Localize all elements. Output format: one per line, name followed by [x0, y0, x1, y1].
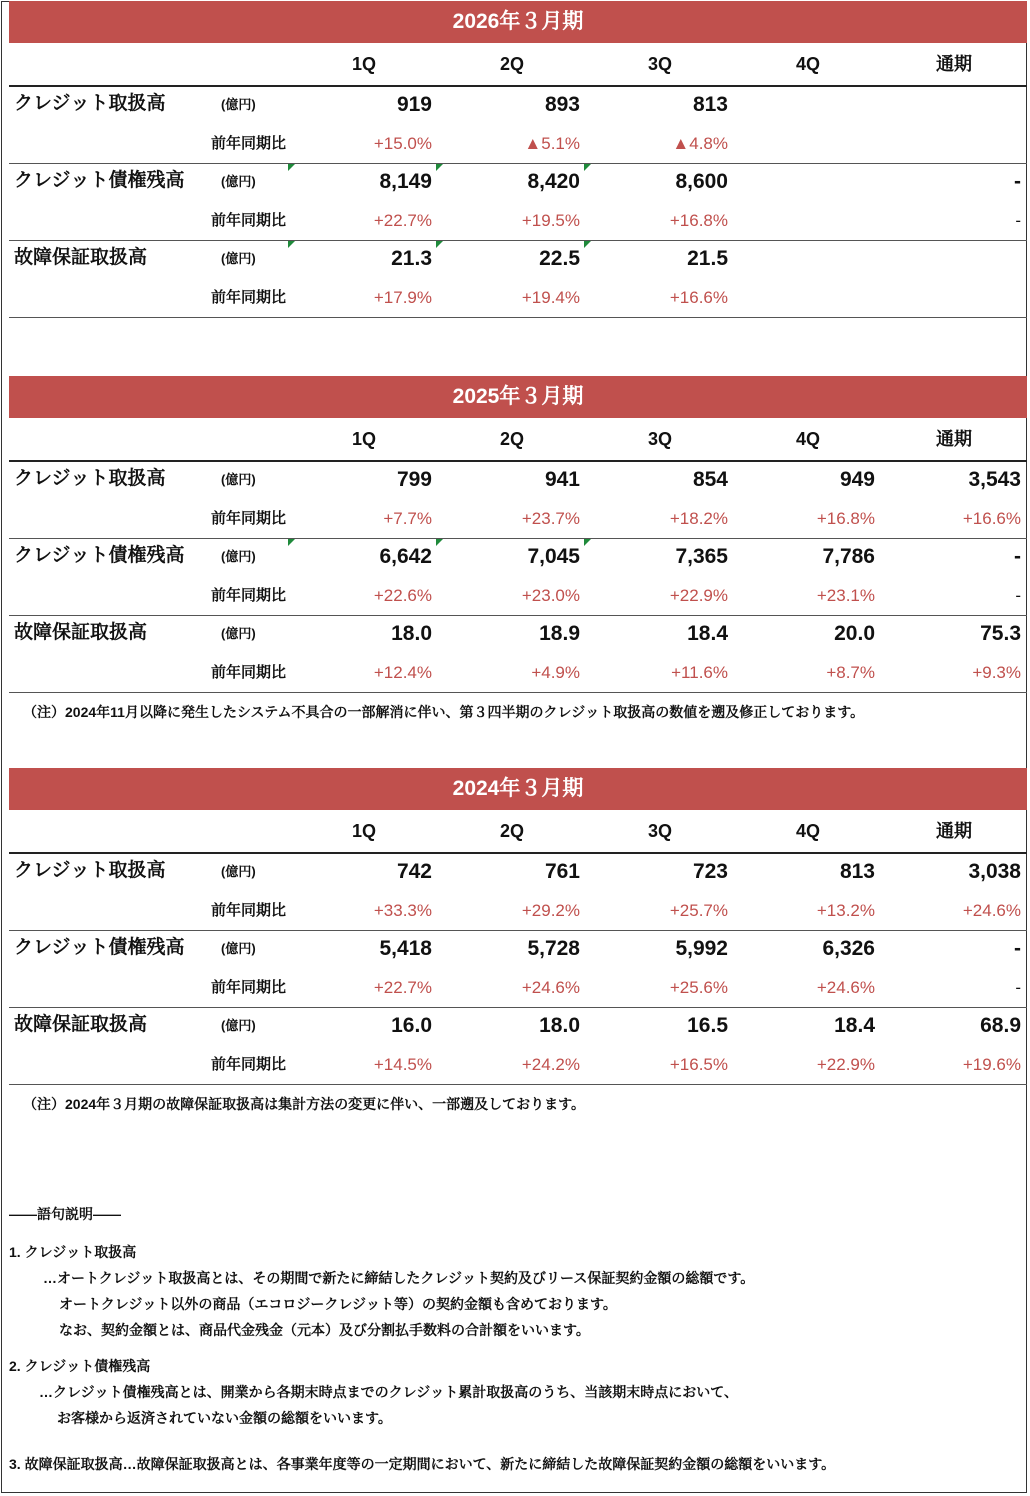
yoy-cell: +15.0% [373, 134, 432, 153]
yoy-cell: +8.7% [826, 663, 875, 682]
value-cell: 16.5 [687, 1014, 728, 1037]
col-header-2q: 2Q [499, 54, 524, 74]
col-header-1q: 1Q [351, 429, 376, 449]
yoy-label: 前年同期比 [211, 587, 287, 604]
value-cell: 813 [839, 860, 875, 883]
yoy-cell: +22.7% [373, 978, 432, 997]
metric-block-credit-balance [9, 931, 1027, 1008]
unit-label: (億円) [221, 97, 256, 112]
glossary-heading: 1. クレジット取扱高 [9, 1244, 137, 1260]
value-cell: 761 [544, 860, 580, 883]
metric-block-credit-volume [9, 87, 1027, 164]
section-title: 2026年３月期 [9, 1, 1027, 43]
section-fy2024 [9, 768, 1027, 1085]
yoy-cell: +23.7% [521, 509, 580, 528]
col-header-3q: 3Q [647, 429, 672, 449]
yoy-cell: +22.7% [373, 211, 432, 230]
col-header-fy: 通期 [936, 429, 972, 449]
col-header-2q: 2Q [499, 429, 524, 449]
value-cell: 813 [692, 93, 728, 116]
metric-label: 故障保証取扱高 [14, 247, 148, 268]
metric-label: クレジット債権残高 [14, 937, 185, 958]
value-cell: 18.4 [687, 622, 728, 645]
value-cell: 949 [839, 468, 875, 491]
footnote: （注）2024年11月以降に発生したシステム不具合の一部解消に伴い、第３四半期のクレジット取扱高の数値を遡及修正しております。 [23, 704, 865, 720]
metric-label: クレジット取扱高 [14, 93, 166, 114]
glossary-title: ――語句説明―― [9, 1206, 121, 1222]
footnote: （注）2024年３月期の故障保証取扱高は集計方法の変更に伴い、一部遡及しております。 [23, 1096, 586, 1112]
value-cell: 3,543 [968, 468, 1021, 491]
yoy-cell: +22.6% [373, 586, 432, 605]
value-cell: 854 [692, 468, 728, 491]
unit-label: (億円) [221, 549, 256, 564]
yoy-cell: +25.6% [669, 978, 728, 997]
value-cell: 18.9 [539, 622, 580, 645]
metric-block-credit-balance [9, 539, 1027, 616]
yoy-label: 前年同期比 [211, 510, 287, 527]
yoy-cell: +16.6% [962, 509, 1021, 528]
yoy-cell: +7.7% [383, 509, 432, 528]
unit-label: (億円) [221, 1018, 256, 1033]
col-header-4q: 4Q [795, 429, 820, 449]
metric-label: クレジット債権残高 [14, 545, 185, 566]
yoy-label: 前年同期比 [211, 979, 287, 996]
glossary-text: オートクレジット以外の商品（エコロジークレジット等）の契約金額も含めております。 [59, 1296, 617, 1312]
value-cell: 6,326 [822, 937, 875, 960]
yoy-cell: +19.5% [521, 211, 580, 230]
value-cell: 18.4 [834, 1014, 875, 1037]
metric-block-credit-volume [9, 462, 1027, 539]
yoy-label: 前年同期比 [211, 212, 287, 229]
yoy-cell: +9.3% [972, 663, 1021, 682]
value-cell: 941 [544, 468, 580, 491]
value-cell: 21.3 [391, 247, 432, 270]
yoy-cell: +25.7% [669, 901, 728, 920]
value-cell: 20.0 [834, 622, 875, 645]
unit-label: (億円) [221, 174, 256, 189]
yoy-cell: +11.6% [671, 663, 728, 682]
col-header-2q: 2Q [499, 821, 524, 841]
col-header-fy: 通期 [936, 821, 972, 841]
yoy-cell: +17.9% [373, 288, 432, 307]
section-title: 2025年３月期 [9, 376, 1027, 418]
yoy-cell: +19.4% [521, 288, 580, 307]
yoy-cell: +23.1% [816, 586, 875, 605]
metric-block-warranty-volume [9, 241, 1027, 318]
yoy-label: 前年同期比 [211, 902, 287, 919]
value-cell: - [1014, 937, 1021, 960]
value-cell: 16.0 [391, 1014, 432, 1037]
yoy-cell: - [1015, 978, 1021, 997]
glossary-text: …オートクレジット取扱高とは、その期間で新たに締結したクレジット契約及びリース保証契約金額の総額です。 [43, 1270, 755, 1286]
yoy-cell: +18.2% [669, 509, 728, 528]
value-cell: 18.0 [539, 1014, 580, 1037]
value-cell: 7,365 [675, 545, 728, 568]
value-cell: 68.9 [980, 1014, 1021, 1037]
yoy-cell: +23.0% [521, 586, 580, 605]
metric-block-credit-balance [9, 164, 1027, 241]
column-header-row [9, 810, 1027, 854]
glossary-text: お客様から返済されていない金額の総額をいいます。 [57, 1410, 392, 1426]
value-cell: 5,728 [527, 937, 580, 960]
yoy-cell: - [1015, 586, 1021, 605]
yoy-cell: +33.3% [373, 901, 432, 920]
yoy-cell: +24.6% [816, 978, 875, 997]
yoy-label: 前年同期比 [211, 1056, 287, 1073]
metric-label: 故障保証取扱高 [14, 1014, 148, 1035]
col-header-3q: 3Q [647, 54, 672, 74]
metric-block-credit-volume [9, 854, 1027, 931]
col-header-3q: 3Q [647, 821, 672, 841]
yoy-cell: +29.2% [521, 901, 580, 920]
section-fy2025 [9, 376, 1027, 693]
yoy-label: 前年同期比 [211, 664, 287, 681]
value-cell: 5,418 [379, 937, 432, 960]
value-cell: 742 [396, 860, 432, 883]
value-cell: 893 [544, 93, 580, 116]
value-cell: 3,038 [968, 860, 1021, 883]
yoy-cell: +19.6% [962, 1055, 1021, 1074]
yoy-cell: +24.6% [521, 978, 580, 997]
value-cell: 8,600 [675, 170, 728, 193]
unit-label: (億円) [221, 941, 256, 956]
col-header-4q: 4Q [795, 54, 820, 74]
metric-block-warranty-volume [9, 1008, 1027, 1085]
yoy-cell: +16.8% [669, 211, 728, 230]
value-cell: 8,149 [379, 170, 432, 193]
yoy-cell: +4.9% [531, 663, 580, 682]
value-cell: 7,045 [527, 545, 580, 568]
section-title: 2024年３月期 [9, 768, 1027, 810]
value-cell: 8,420 [527, 170, 580, 193]
yoy-cell: +16.6% [669, 288, 728, 307]
unit-label: (億円) [221, 864, 256, 879]
yoy-cell: - [1015, 211, 1021, 230]
unit-label: (億円) [221, 251, 256, 266]
metric-label: クレジット債権残高 [14, 170, 185, 191]
metric-block-warranty-volume [9, 616, 1027, 693]
metric-label: クレジット取扱高 [14, 860, 166, 881]
value-cell: 5,992 [675, 937, 728, 960]
yoy-cell: +22.9% [669, 586, 728, 605]
col-header-4q: 4Q [795, 821, 820, 841]
value-cell: 723 [692, 860, 728, 883]
col-header-1q: 1Q [351, 821, 376, 841]
yoy-cell: +14.5% [373, 1055, 432, 1074]
yoy-cell: +12.4% [373, 663, 432, 682]
value-cell: 799 [396, 468, 432, 491]
glossary-heading: 3. 故障保証取扱高…故障保証取扱高とは、各事業年度等の一定期間において、新たに締結した故障保証契約金額の総額をいいます。 [9, 1456, 836, 1472]
col-header-1q: 1Q [351, 54, 376, 74]
yoy-cell: +13.2% [816, 901, 875, 920]
glossary-heading: 2. クレジット債権残高 [9, 1358, 151, 1374]
column-header-row [9, 43, 1027, 87]
value-cell: - [1014, 545, 1021, 568]
value-cell: 75.3 [980, 622, 1021, 645]
col-header-fy: 通期 [936, 54, 972, 74]
yoy-cell: +24.2% [521, 1055, 580, 1074]
yoy-cell: +16.5% [669, 1055, 728, 1074]
unit-label: (億円) [221, 472, 256, 487]
section-fy2026 [9, 1, 1027, 318]
yoy-cell: +24.6% [962, 901, 1021, 920]
value-cell: - [1014, 170, 1021, 193]
metric-label: クレジット取扱高 [14, 468, 166, 489]
value-cell: 6,642 [379, 545, 432, 568]
yoy-cell: ▲4.8% [672, 134, 728, 153]
yoy-label: 前年同期比 [211, 289, 287, 306]
value-cell: 18.0 [391, 622, 432, 645]
glossary-text: なお、契約金額とは、商品代金残金（元本）及び分割払手数料の合計額をいいます。 [59, 1322, 590, 1338]
value-cell: 21.5 [687, 247, 728, 270]
yoy-cell: +16.8% [816, 509, 875, 528]
value-cell: 919 [396, 93, 432, 116]
value-cell: 7,786 [822, 545, 875, 568]
yoy-cell: ▲5.1% [524, 134, 580, 153]
yoy-cell: +22.9% [816, 1055, 875, 1074]
unit-label: (億円) [221, 626, 256, 641]
glossary-text: …クレジット債権残高とは、開業から各期末時点までのクレジット累計取扱高のうち、当該期末時点において、 [39, 1384, 739, 1400]
metric-label: 故障保証取扱高 [14, 622, 148, 643]
value-cell: 22.5 [539, 247, 580, 270]
column-header-row [9, 418, 1027, 462]
yoy-label: 前年同期比 [211, 135, 287, 152]
